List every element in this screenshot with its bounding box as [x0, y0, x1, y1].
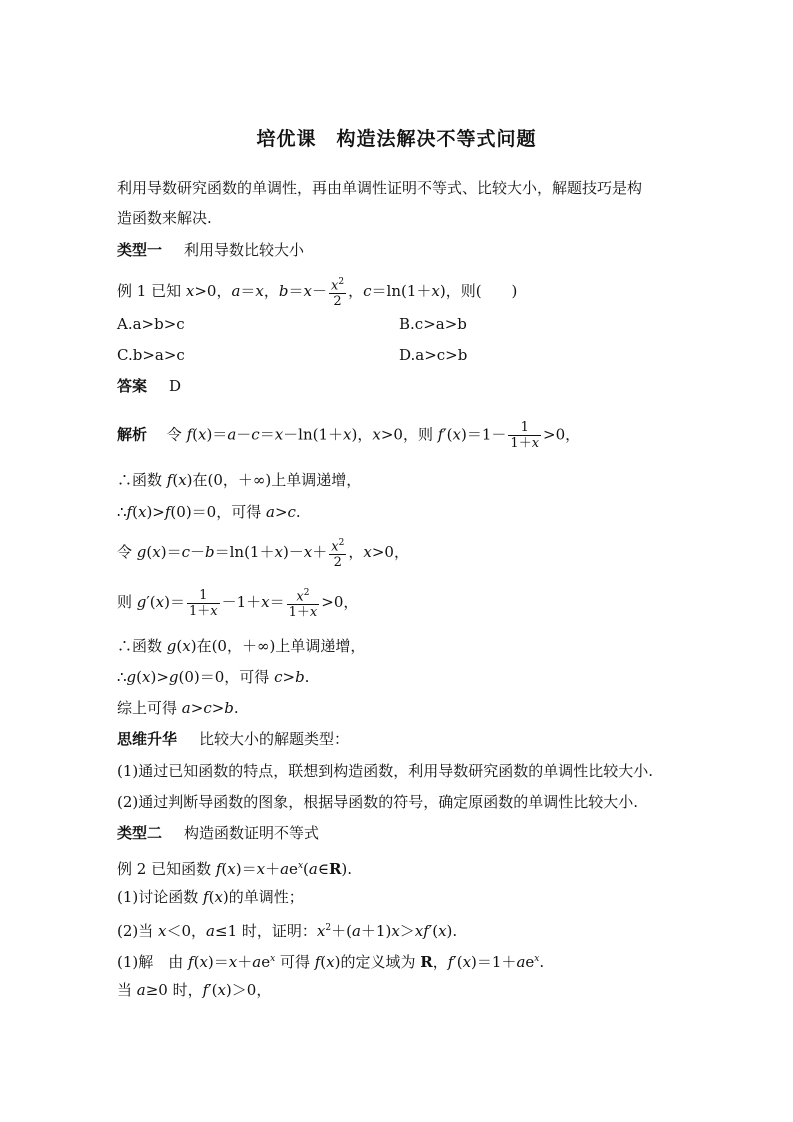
type2-heading [117, 823, 319, 843]
intro-line-1: 利用导数研究函数的单调性，再由单调性证明不等式、比较大小，解题技巧是构 [117, 179, 643, 197]
summary-label: 思维升华 [117, 730, 178, 748]
fraction: $\frac{x^2}{1+x}$ [288, 588, 318, 621]
intro-line-2: 造函数来解决. [117, 209, 212, 227]
summary-heading [117, 729, 349, 749]
answer-line [117, 376, 181, 396]
analysis-label: 解析 [117, 425, 148, 444]
type2-text: 构造函数证明不等式 [184, 824, 320, 842]
page-title: 培优课 构造法解决不等式问题 [256, 128, 537, 150]
analysis-line-2: ∴函数 f(x)在(0，＋∞)上单调递增， [117, 471, 362, 489]
summary-item-1: (1)通过已知函数的特点，联想到构造函数，利用导数研究函数的单调性比较大小. [117, 762, 654, 780]
fraction: $\frac{x^2}{2}$ [331, 538, 345, 571]
example1-stem: 例 1 已知 x>0，a＝x，b＝x－ $\frac{x^2}{2}$ ，c＝ln(1＋x)，则( ) [117, 277, 518, 310]
choice-b: B.c>a>b [399, 315, 467, 333]
summary-text: 比较大小的解题类型： [199, 730, 350, 748]
type2-label: 类型二 [117, 824, 163, 842]
summary-item-2: (2)通过判断导函数的图象，根据导函数的符号，确定原函数的单调性比较大小. [117, 793, 639, 811]
example2-part-2: (2)当 x＜0，a≤1 时，证明：$x^2+(a+1)x>xf'(x)$. [117, 922, 458, 940]
analysis-line-3: ∴f(x)>f(0)＝0，可得 a>c. [117, 503, 301, 521]
example2-part-1: (1)讨论函数 f(x)的单调性； [117, 888, 304, 906]
type1-text: 利用导数比较大小 [184, 241, 305, 259]
example2-label: 例 2 [117, 860, 147, 878]
fraction: $\frac{1}{1+x}$ [510, 420, 540, 451]
analysis-line-1: 解析 令 f(x)＝a－c＝x－ln(1＋x)，x>0，则 f′(x)＝1－ $\frac{1}{1+x}$ >0， [117, 420, 581, 451]
type1-heading [117, 240, 304, 260]
type1-label: 类型一 [117, 241, 163, 259]
answer-label: 答案 [117, 377, 148, 395]
fraction: $\frac{1}{1+x}$ [188, 587, 218, 619]
analysis-line-7: ∴g(x)>g(0)＝0，可得 c>b. [117, 668, 310, 686]
choice-c: C.b>a>c [117, 346, 185, 364]
example2-stem: 例 2 已知函数 $f(x)=x+ae^x(a\in R)$. [117, 860, 353, 878]
example1-label: 例 1 [117, 282, 147, 301]
analysis-line-4: 令 g(x)＝c－b＝ln(1＋x)－x＋ $\frac{x^2}{2}$ ，x>0， [117, 538, 409, 571]
analysis-line-8: 综上可得 a>c>b. [117, 699, 239, 717]
fraction: $\frac{x^2}{2}$ [331, 277, 345, 310]
analysis-line-5: 则 g′(x)＝ $\frac{1}{1+x}$ －1＋x＝ $\frac{x^2}{1+x}$ >0， [117, 587, 359, 621]
choice-d: D.a>c>b [399, 346, 468, 364]
analysis-line-6: ∴函数 g(x)在(0，＋∞)上单调递增， [117, 637, 366, 655]
solution-line-2: 当 a≥0 时，f′(x)＞0， [117, 981, 272, 999]
solution-line-1: (1)解 由 $f(x)=x+ae^x$ 可得 f(x)的定义域为 R，$f'(x)=1+ae^x$. [117, 953, 545, 971]
choice-a: A.a>b>c [117, 315, 185, 333]
answer-value: D [169, 377, 182, 395]
